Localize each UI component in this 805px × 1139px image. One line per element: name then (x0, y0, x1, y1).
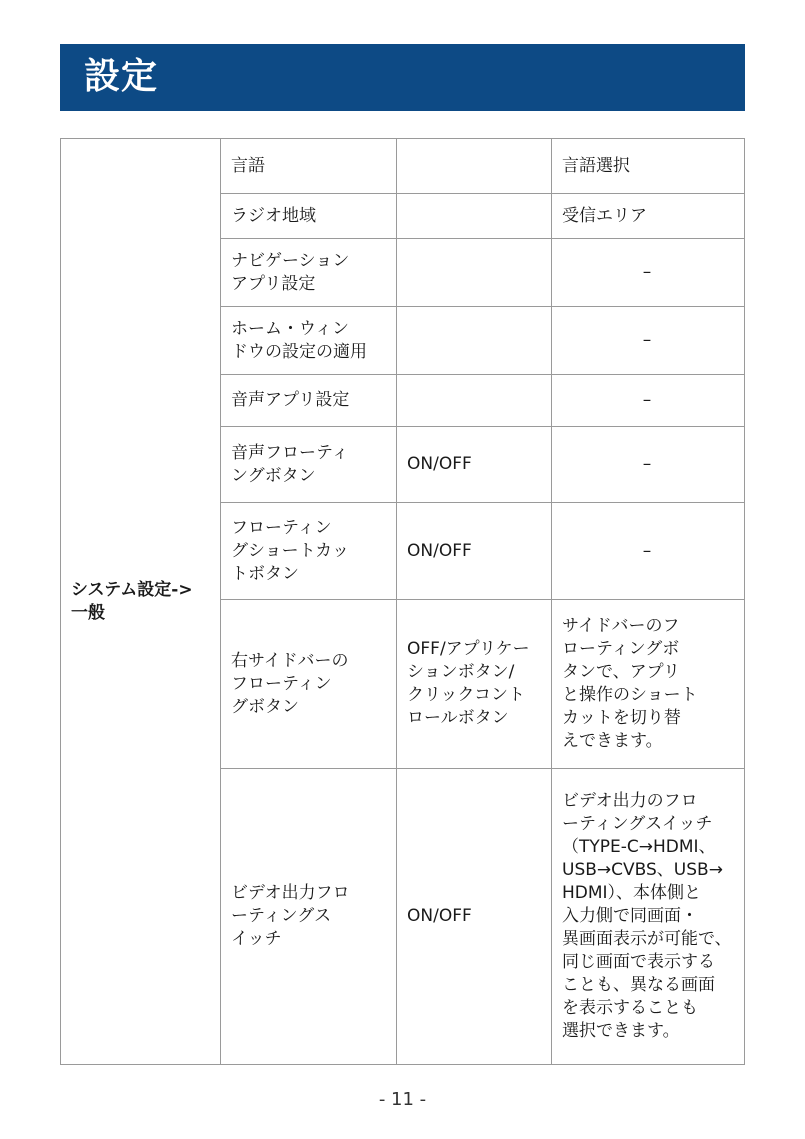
value-cell (397, 239, 552, 307)
description-cell: – (552, 239, 745, 307)
item-cell: 音声アプリ設定 (221, 375, 397, 427)
value-cell (397, 375, 552, 427)
item-cell: ビデオ出力フロ ーティングス イッチ (221, 769, 397, 1065)
item-cell: 言語 (221, 139, 397, 194)
value-cell: ON/OFF (397, 769, 552, 1065)
description-cell: サイドバーのフ ローティングボ タンで、アプリ と操作のショート カットを切り替 えできます。 (552, 600, 745, 769)
table-row (61, 139, 745, 194)
page-number: - 11 - (378, 1089, 427, 1110)
category-cell: システム設定-> 一般 (61, 139, 221, 1065)
item-cell: 右サイドバーの フローティン グボタン (221, 600, 397, 769)
description-cell: – (552, 503, 745, 600)
value-cell (397, 307, 552, 375)
section-header-banner (60, 44, 745, 111)
value-cell: ON/OFF (397, 503, 552, 600)
item-cell: ラジオ地域 (221, 194, 397, 239)
description-cell: 言語選択 (552, 139, 745, 194)
settings-table (60, 138, 745, 1065)
item-cell: 音声フローティ ングボタン (221, 427, 397, 503)
value-cell: ON/OFF (397, 427, 552, 503)
description-cell: – (552, 307, 745, 375)
section-title: 設定 (84, 56, 159, 97)
value-cell (397, 194, 552, 239)
item-cell: ナビゲーション アプリ設定 (221, 239, 397, 307)
description-cell: – (552, 427, 745, 503)
value-cell (397, 139, 552, 194)
value-cell: OFF/アプリケー ションボタン/ クリックコント ロールボタン (397, 600, 552, 769)
item-cell: フローティン グショートカッ トボタン (221, 503, 397, 600)
description-cell: 受信エリア (552, 194, 745, 239)
description-cell: – (552, 375, 745, 427)
description-cell: ビデオ出力のフロ ーティングスイッチ （TYPE-C→HDMI、 USB→CVBS、USB→ HDMI）、本体側と 入力側で同画面・ 異画面表示が可能で、 同じ画面で表示する ことも、異なる画面 を表示することも 選択できます。 (552, 769, 745, 1065)
item-cell: ホーム・ウィン ドウの設定の適用 (221, 307, 397, 375)
